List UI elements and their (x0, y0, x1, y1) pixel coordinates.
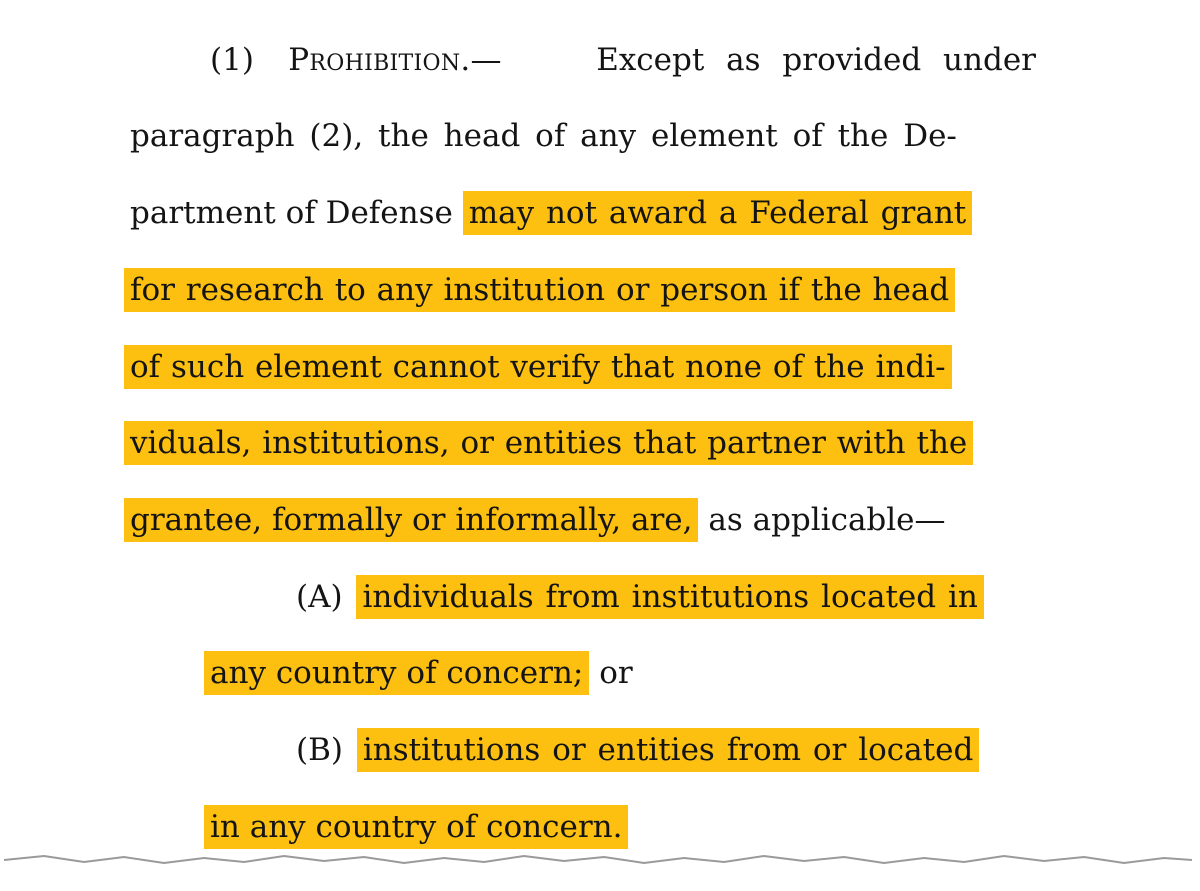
text-line-6 (124, 423, 973, 463)
highlight-5: grantee, formally or informally, are, (124, 498, 698, 542)
subparagraph-a-line-2 (204, 653, 633, 693)
highlight-9: in any country of concern. (204, 805, 628, 849)
highlight-8: institutions or entities from or located (357, 728, 979, 772)
subparagraph-b-line-2 (204, 807, 628, 847)
text-line-7-tail: as applicable— (698, 502, 946, 538)
subparagraph-a-line-1 (296, 577, 984, 617)
highlight-4: viduals, institutions, or entities that partner with the (124, 421, 973, 465)
highlight-7: any country of concern; (204, 651, 589, 695)
text-line-7 (124, 500, 946, 540)
subparagraph-a-tail: or (589, 655, 633, 691)
subparagraph-b-label: (B) (296, 732, 343, 768)
highlight-2: for research to any institution or person if the head (124, 268, 955, 312)
paragraph-number: (1) (210, 42, 254, 78)
text-line-3 (130, 193, 972, 233)
highlight-1: may not award a Federal grant (463, 191, 973, 235)
text-line-1 (210, 40, 1036, 80)
text-line-1-content (210, 40, 1036, 80)
text-line-2-content: paragraph (2), the head of any element of the De- (130, 118, 957, 154)
paragraph-heading: Prohibition.— (288, 42, 502, 78)
text-line-2 (130, 116, 957, 156)
text-line-4 (124, 270, 955, 310)
subparagraph-a-label: (A) (296, 579, 343, 615)
highlight-3: of such element cannot verify that none of the indi- (124, 345, 952, 389)
subparagraph-b-line-1 (296, 730, 979, 770)
text-line-5 (124, 347, 952, 387)
paragraph-lead-text: Except as provided under (596, 42, 1036, 78)
highlight-6: individuals from institutions located in (356, 575, 983, 619)
text-line-3-plain: partment of Defense (130, 195, 463, 231)
